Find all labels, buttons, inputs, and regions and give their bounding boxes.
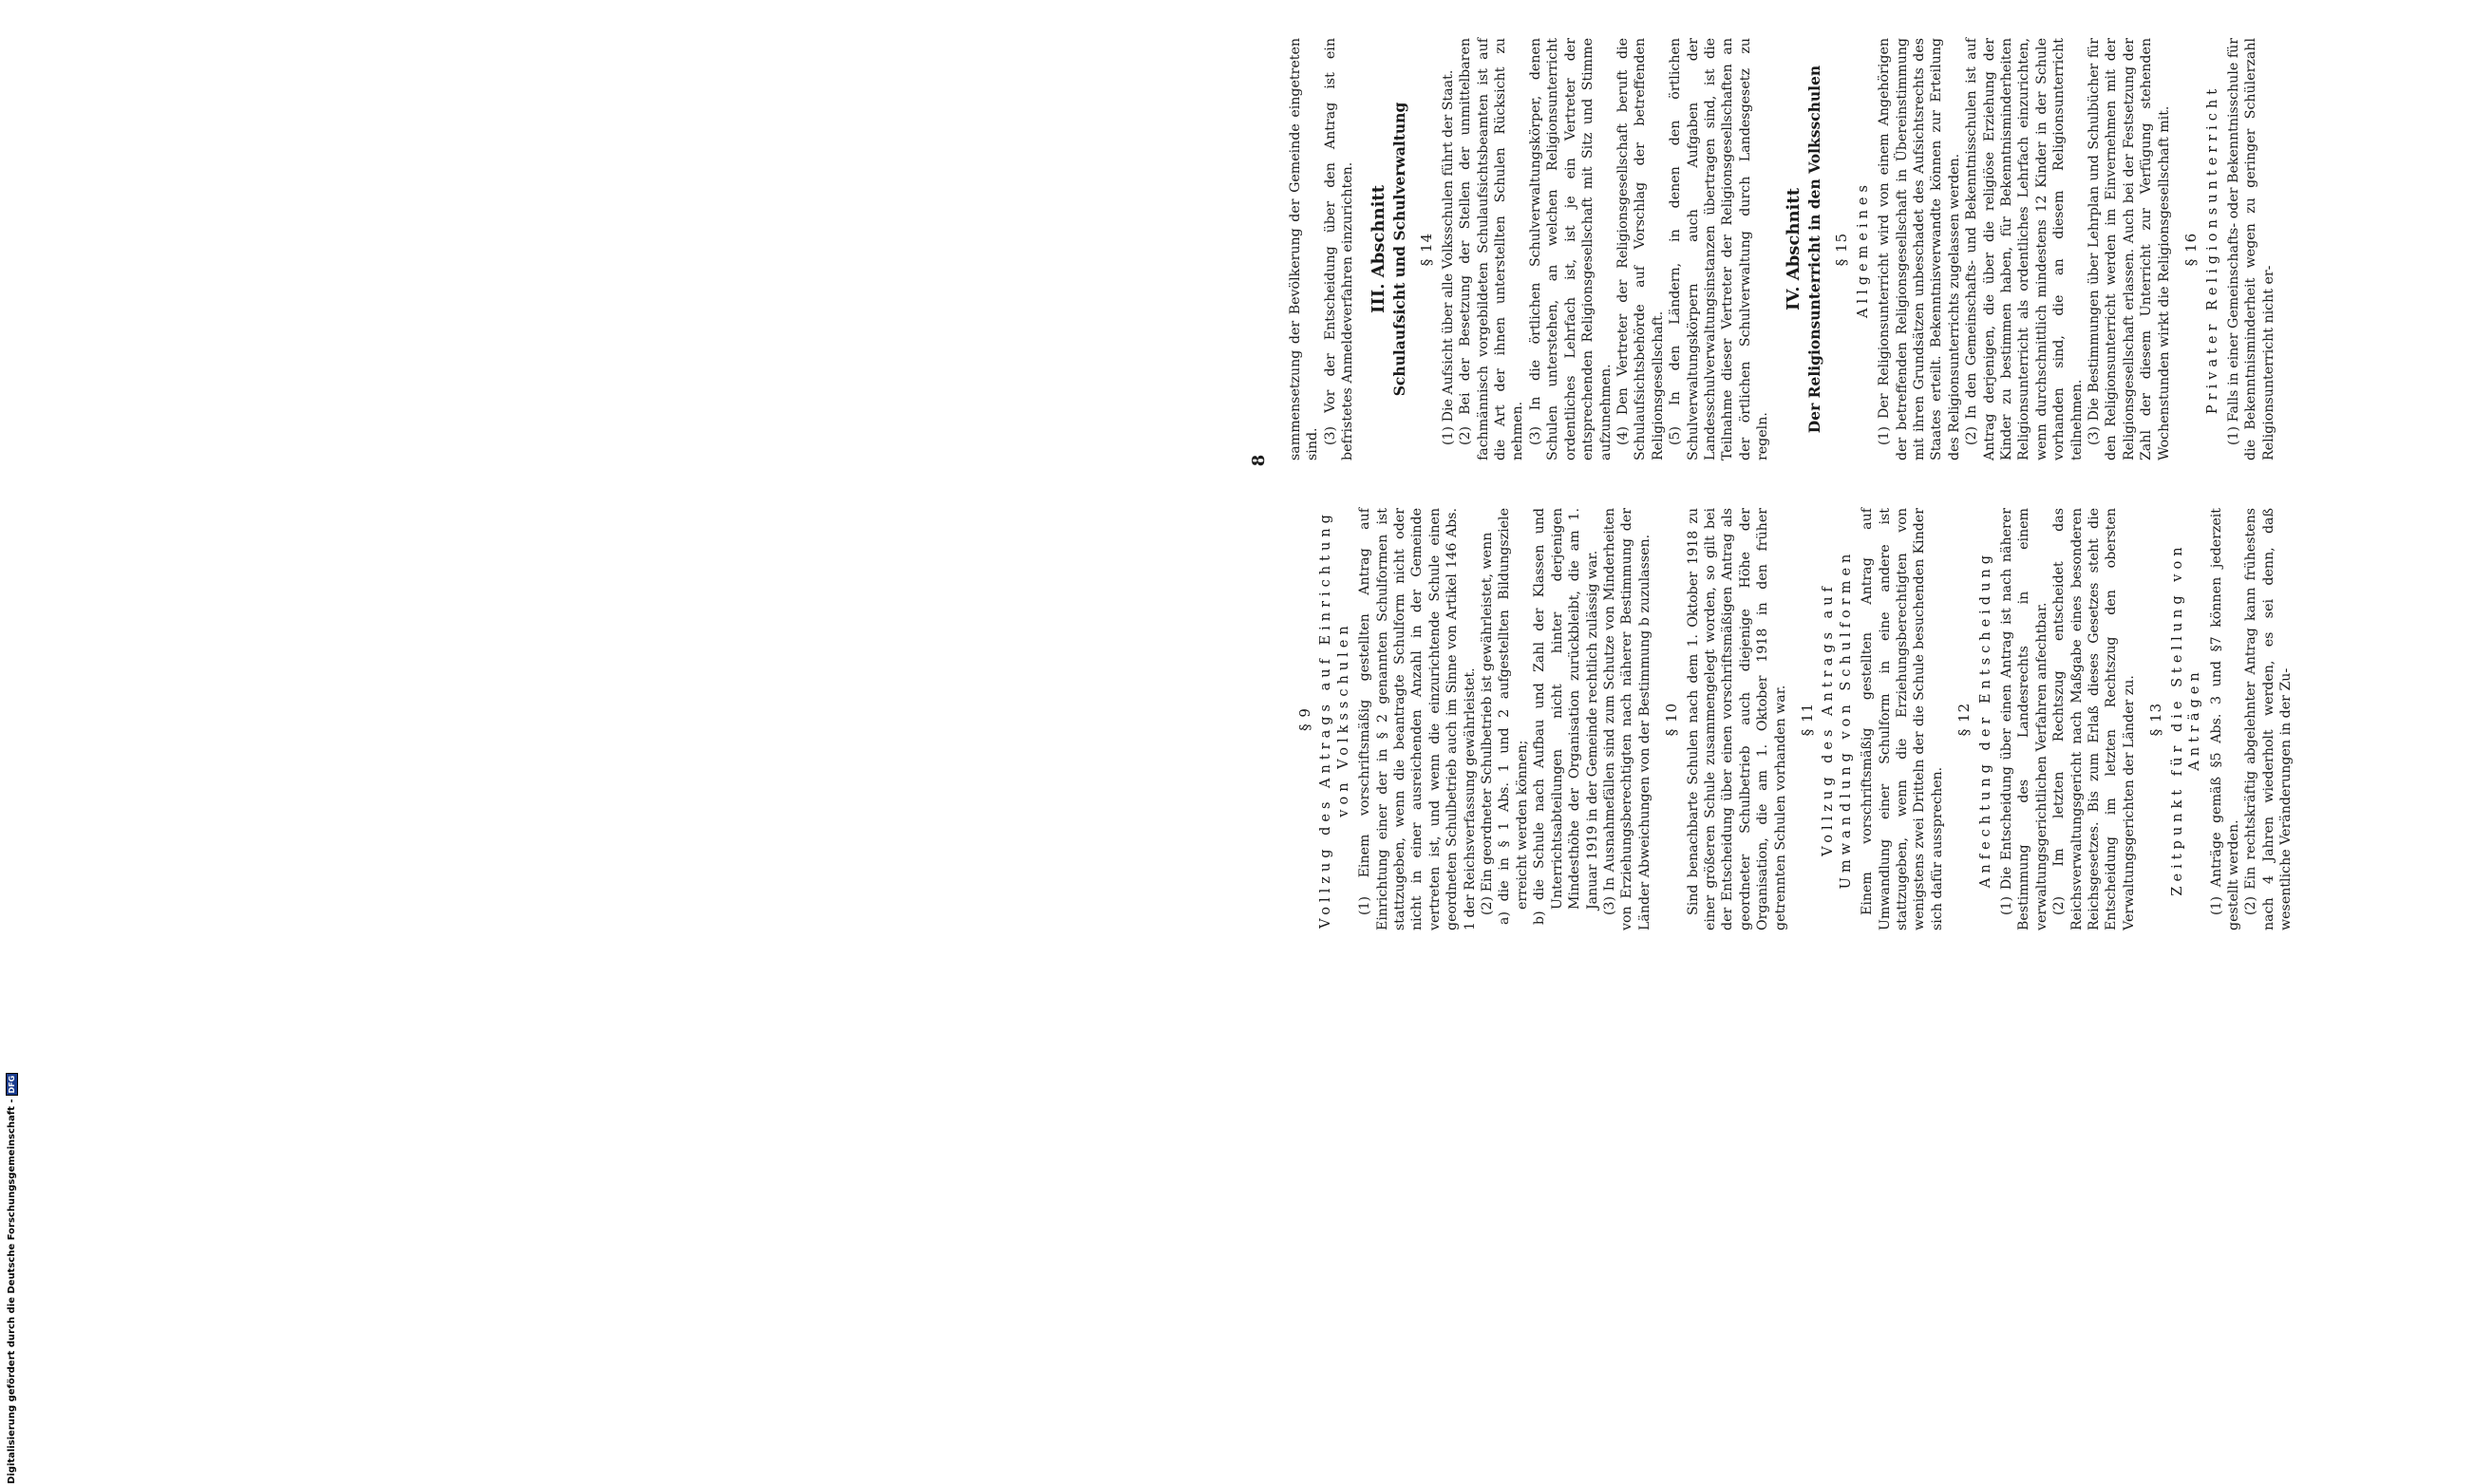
section-title: Vollzug des Antrags auf Einrichtung von Volksschulen (1318, 510, 1351, 929)
section-number: § 12 (1955, 702, 1974, 737)
section-number: § 11 (1798, 702, 1816, 737)
chapter-heading: IV. Abschnitt (1783, 187, 1804, 311)
section-title: Privater Religionsunterricht (2204, 84, 2220, 415)
paragraph: (1) Die Entscheidung über einen Antrag ist nach näherer Bestimmung des Landesrechts in einem verwaltungsgerichtlichen Verfahren anfechtbar. (1999, 508, 2049, 930)
paragraph: (3) Die Bestimmungen über Lehrplan und Schulbücher für den Religionsunterricht werden im Einvernehmen mit der Religionsgesellschaft erlassen. Auch bei der Festsetzung der Zahl der diesem Unterricht zur Verfügung stehenden Wochenstunden wirkt die Religionsgesellschaft mit. (2087, 38, 2172, 460)
paragraph: (2) Bei der Besetzung der Stellen der unmittelbaren fachmännisch vorgebildeten Schulaufsichtsbeamten ist auf die Art der ihnen unterstellten Schulen Rücksicht zu nehmen. (1458, 38, 1526, 460)
paragraph: (2) Ein rechtskräftig abgelehnter Antrag kann frühestens nach 4 Jahren wiederholt werden, es sei denn, daß wesentliche Veränderungen in der Zu- (2243, 508, 2295, 930)
dfg-logo: DFG (6, 1073, 18, 1097)
section-title: Anfechtung der Entscheidung (1977, 550, 1993, 889)
paragraph: (2) Im letzten Rechtszug entscheidet das Reichsverwaltungsgericht nach Maßgabe eines besonderen Reichsgesetzes. Bis zum Erlaß dieses Gesetzes steht die Entscheidung im letzten Rechtszug den obersten Verwaltungsgerichten der Länder zu. (2051, 508, 2137, 930)
paragraph: (3) In die örtlichen Schulverwaltungskörper, denen Schulen unterstehen, an welchen Religionsunterricht ordentliches Lehrfach ist, ist je ein Vertreter der entsprechenden Religionsgesellschaft mit Sitz und Stimme aufzunehmen. (1527, 38, 1614, 460)
chapter-heading: III. Abschnitt (1368, 184, 1388, 314)
list-item: a) die in § 1 Abs. 1 und 2 aufgestellten Bildungsziele erreicht werden können; (1497, 508, 1530, 925)
paragraph: (1) Die Aufsicht über alle Volksschulen führt der Staat. (1440, 69, 1456, 445)
paragraph: (3) Vor der Entscheidung über den Antrag ist ein befristetes Anmeldeverfahren einzurichten. (1322, 38, 1356, 460)
section-number: § 15 (1833, 232, 1851, 267)
paragraph: (4) Den Vertreter der Religionsgesellschaft beruft die Schulaufsichtsbehörde auf Vorschlag der betreffenden Religionsgesellschaft. (1615, 38, 1666, 460)
chapter-subheading: Schulaufsicht und Schulverwaltung (1390, 102, 1409, 397)
paragraph: Sind benachbarte Schulen nach dem 1. Oktober 1918 zu einer größeren Schule zusammengelegt worden, so gilt bei der Entscheidung über einen vorschriftsmäßigen Antrag als geordneter Schulbetrieb auch diejenige Höhe der Organisation, die am 1. Oktober 1918 in den früher getrennten Schulen vorhanden war. (1685, 508, 1788, 930)
section-title: Zeitpunkt für die Stellung von Anträgen (2169, 542, 2203, 896)
section-title: Allgemeines (1855, 180, 1871, 318)
paragraph: (1) Anträge gemäß §5 Abs. 3 und §7 können jederzeit gestellt werden. (2208, 508, 2241, 930)
paragraph: Einem vorschriftsmäßig gestellten Antrag auf Umwandlung einer Schulform in eine andere ist stattzugeben, wenn die Erziehungsberechtigten von wenigstens zwei Dritteln der die Schule besuchenden Kinder sich dafür aussprechen. (1860, 508, 1945, 930)
section-number: § 9 (1296, 707, 1313, 731)
list-item: b) die Schule nach Aufbau und Zahl der Klassen und Unterrichtsabteilungen nicht hinter derjenigen Mindesthöhe der Organisation zurückbleibt, die am 1. Januar 1919 in der Gemeinde rechtlich zulässig war. (1532, 508, 1600, 925)
section-number: § 14 (1418, 232, 1436, 267)
paragraph: (5) In den Ländern, in denen den örtlichen Schulverwaltungskörpern auch Aufgaben der Landesschulverwaltungsinstanzen übertragen sind, ist die Teilnahme dieser Vertreter der Religionsgesellschaften an der örtlichen Schulverwaltung durch Landesgesetz zu regeln. (1668, 38, 1771, 460)
right-column (1287, 38, 2446, 460)
paragraph: (2) In den Gemeinschafts- und Bekenntnisschulen ist auf Antrag derjenigen, die über die religiöse Erziehung der Kinder zu bestimmen haben, für Bekenntnisminderheiten Religionsunterricht als ordentliches Lehrfach einzurichten, wenn durchschnittlich mindestens 12 Kinder in der Schule vorhanden sind, die an diesem Religionsunterricht teilnehmen. (1964, 38, 2085, 460)
paragraph: (1) Einem vorschriftsmäßig gestellten Antrag auf Einrichtung einer der in § 2 genannten Schulformen ist stattzugeben, wenn die beantragte Schulform nicht oder nicht in einer ausreichenden Anzahl in der Gemeinde vertreten ist, und wenn die einzurichtende Schule einen geordneten Schulbetrieb auch im Sinne von Artikel 146 Abs. 1 der Reichsverfassung gewährleistet. (1357, 508, 1478, 930)
section-number: § 16 (2182, 232, 2200, 267)
funding-note (0, 948, 19, 1484)
funding-text: Digitalisierung gefördert durch die Deutsche Forschungsgemeinschaft - (7, 1099, 17, 1484)
section-title: Vollzug des Antrags auf Umwandlung von Schulformen (1821, 549, 1854, 890)
section-number: § 13 (2147, 702, 2165, 737)
paragraph: (1) Der Religionsunterricht wird von einem Angehörigen der betreffenden Religionsgesellschaft in Übereinstimmung mit ihren Grundsätzen unbeschadet des Aufsichtsrechts des Staates erteilt. Bekenntnisverwandte können zur Erteilung des Religionsunterrichts zugelassen werden. (1877, 38, 1962, 460)
paragraph: (1) Falls in einer Gemeinschafts- oder Bekenntnisschule für die Bekenntnisminderheit wegen zu geringer Schülerzahl Religionsunterricht nicht er- (2225, 38, 2276, 460)
chapter-subheading: Der Religionsunterricht in den Volksschulen (1804, 65, 1823, 434)
paragraph: (3) In Ausnahmefällen sind zum Schutze von Minderheiten von Erziehungsberechtigten nach näherer Bestimmung der Länder Abweichungen von der Bestimmung b zuzulassen. (1601, 508, 1652, 930)
paragraph: sammensetzung der Bevölkerung der Gemeinde eingetreten sind. (1288, 38, 1321, 460)
paragraph: (2) Ein geordneter Schulbetrieb ist gewährleistet, wenn (1480, 532, 1496, 915)
page-number: 8 (1249, 454, 1269, 467)
section-number: § 10 (1663, 702, 1681, 737)
scanned-page (1239, 14, 2474, 945)
left-column (1287, 508, 2446, 930)
